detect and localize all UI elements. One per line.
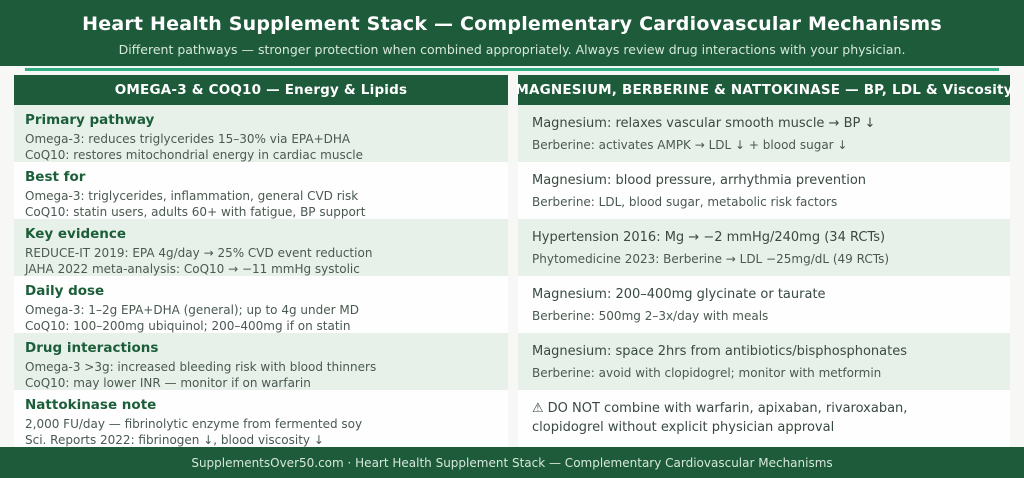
column-magnesium-berberine-nattokinase <box>515 75 1013 447</box>
row-detail-line: CoQ10: restores mitochondrial energy in cardiac muscle <box>25 148 364 162</box>
row-primary-pathway <box>14 105 508 162</box>
row-heading: Primary pathway <box>25 112 155 128</box>
row-drug-interactions <box>14 333 508 390</box>
row-detail-line: Magnesium: blood pressure, arrhythmia prevention <box>532 173 867 188</box>
column-header-omega3-coq10: OMEGA-3 & COQ10 — Energy & Lipids <box>14 75 508 105</box>
row-key-evidence-right <box>518 219 1010 276</box>
row-primary-pathway-right <box>518 105 1010 162</box>
row-detail-line: Omega-3: triglycerides, inflammation, general CVD risk <box>25 189 359 203</box>
row-detail-line: Omega-3 >3g: increased bleeding risk with blood thinners <box>25 360 377 374</box>
page-subtitle: Different pathways — stronger protection when combined appropriately. Always review drug interactions with your physician. <box>118 42 906 57</box>
row-detail-line: Magnesium: 200–400mg glycinate or taurate <box>532 287 826 302</box>
row-detail-line: 2,000 FU/day — fibrinolytic enzyme from fermented soy <box>25 417 363 431</box>
warning-icon: ⚠ <box>532 401 544 416</box>
row-detail-line: Phytomedicine 2023: Berberine → LDL −25mg/dL (49 RCTs) <box>532 252 890 266</box>
row-do-not-combine-warning <box>518 390 1010 447</box>
row-detail-line: Magnesium: space 2hrs from antibiotics/bisphosphonates <box>532 344 908 359</box>
row-detail-line: CoQ10: statin users, adults 60+ with fatigue, BP support <box>25 205 366 219</box>
row-detail-line <box>532 399 1002 418</box>
row-detail-line: REDUCE-IT 2019: EPA 4g/day → 25% CVD event reduction <box>25 246 373 260</box>
row-detail-line: CoQ10: 100–200mg ubiquinol; 200–400mg if on statin <box>25 319 351 333</box>
row-detail-line: Berberine: activates AMPK → LDL ↓ + blood sugar ↓ <box>532 138 848 152</box>
row-detail-line: Berberine: LDL, blood sugar, metabolic risk factors <box>532 195 838 209</box>
row-detail-line: Sci. Reports 2022: fibrinogen ↓, blood viscosity ↓ <box>25 433 324 447</box>
row-detail-line: Berberine: avoid with clopidogrel; monitor with metformin <box>532 366 882 380</box>
row-detail-line: CoQ10: may lower INR — monitor if on warfarin <box>25 376 311 390</box>
row-nattokinase-note <box>14 390 508 447</box>
row-detail-line: Hypertension 2016: Mg → −2 mmHg/240mg (34 RCTs) <box>532 230 886 245</box>
row-heading: Key evidence <box>25 226 127 242</box>
row-detail-line: Omega-3: 1–2g EPA+DHA (general); up to 4g under MD <box>25 303 359 317</box>
row-detail-line: Berberine: 500mg 2–3x/day with meals <box>532 309 769 323</box>
footer-text: SupplementsOver50.com · Heart Health Supplement Stack — Complementary Cardiovascular Mechanisms <box>191 455 833 470</box>
row-best-for-right <box>518 162 1010 219</box>
column-omega3-coq10 <box>14 75 508 447</box>
row-daily-dose-right <box>518 276 1010 333</box>
row-heading: Best for <box>25 169 86 185</box>
row-detail-line: Magnesium: relaxes vascular smooth muscle → BP ↓ <box>532 116 876 131</box>
page-header <box>0 0 1024 66</box>
row-heading: Drug interactions <box>25 340 159 356</box>
row-best-for <box>14 162 508 219</box>
warning-text: DO NOT combine with warfarin, apixaban, rivaroxaban, <box>547 401 908 416</box>
column-header-magnesium-berberine: MAGNESIUM, BERBERINE & NATTOKINASE — BP, LDL & Viscosity <box>518 75 1010 105</box>
row-detail-line: JAHA 2022 meta-analysis: CoQ10 → −11 mmHg systolic <box>25 262 360 276</box>
page-title: Heart Health Supplement Stack — Complementary Cardiovascular Mechanisms <box>82 13 942 35</box>
page-footer <box>0 447 1024 478</box>
row-detail-line: Omega-3: reduces triglycerides 15–30% via EPA+DHA <box>25 132 351 146</box>
row-detail-line: clopidogrel without explicit physician approval <box>532 420 835 435</box>
row-key-evidence <box>14 219 508 276</box>
row-drug-interactions-right <box>518 333 1010 390</box>
accent-divider <box>25 68 999 71</box>
row-heading: Daily dose <box>25 283 105 299</box>
row-daily-dose <box>14 276 508 333</box>
row-heading: Nattokinase note <box>25 397 157 413</box>
